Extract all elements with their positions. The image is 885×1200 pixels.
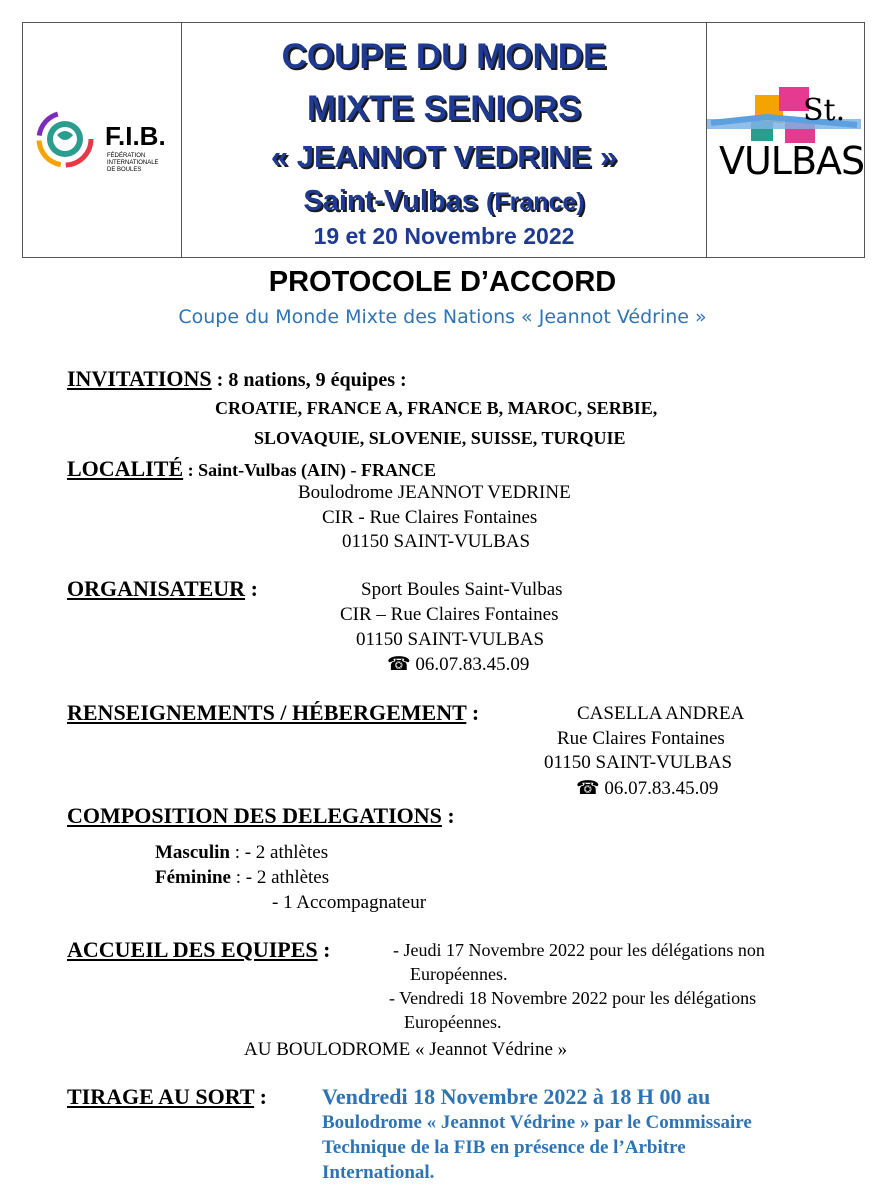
fib-fullname: FÉDÉRATION INTERNATIONALE DE BOULES [107,153,159,173]
protocol-subtitle: Coupe du Monde Mixte des Nations « Jeannot Védrine » [178,306,707,328]
invitations-line-2: SLOVAQUIE, SLOVENIE, SUISSE, TURQUIE [254,428,626,448]
accueil-line-2b: Européennes. [404,1012,502,1032]
accueil-line-2: - Vendredi 18 Novembre 2022 pour les délégations [389,988,757,1008]
invitations-heading: INVITATIONS : 8 nations, 9 équipes : [67,366,407,391]
organisateur-heading: ORGANISATEUR : [67,576,258,601]
tirage-line-1: Vendredi 18 Novembre 2022 à 18 H 00 au [322,1084,711,1109]
renseignements-heading: RENSEIGNEMENTS / HÉBERGEMENT : [67,700,480,725]
accueil-line-1: - Jeudi 17 Novembre 2022 pour les délégations non [393,940,765,960]
phone-icon: ☎ [576,778,600,799]
title-line-3: « JEANNOT VEDRINE » [270,139,618,174]
logo-vulbas: VULBAS [719,139,865,183]
composition-heading: COMPOSITION DES DELEGATIONS : [67,803,455,828]
renseignements-line-2: Rue Claires Fontaines [557,728,725,749]
organisateur-line-1: Sport Boules Saint-Vulbas [361,579,563,600]
title-line-4: Saint-Vulbas (France) [303,185,585,217]
invitations-line-1: CROATIE, FRANCE A, FRANCE B, MAROC, SERBIE, [215,398,658,418]
tirage-line-2: Boulodrome « Jeannot Védrine » par le Commissaire [322,1112,752,1133]
fib-logo-cell [23,23,182,257]
logo-st: St. [803,93,846,128]
title-line-1: COUPE DU MONDE [281,37,607,76]
phone-icon: ☎ [387,654,411,675]
title-line-2: MIXTE SENIORS [306,89,582,128]
event-dates: 19 et 20 Novembre 2022 [313,223,575,249]
tirage-line-3: Technique de la FIB en présence de l’Arbitre [322,1137,686,1158]
title-cell [182,23,706,257]
localite-heading: LOCALITÉ : Saint-Vulbas (AIN) - FRANCE [67,456,437,481]
tirage-heading: TIRAGE AU SORT : [67,1084,267,1109]
fib-initials: F.I.B. [105,121,166,151]
composition-feminine: Féminine : - 2 athlètes [155,867,330,888]
organisateur-line-3: 01150 SAINT-VULBAS [356,629,545,650]
localite-line-2: CIR - Rue Claires Fontaines [322,507,538,528]
stvulbas-logo-cell [706,23,866,257]
organisateur-phone: ☎ 06.07.83.45.09 [387,654,530,675]
renseignements-line-3: 01150 SAINT-VULBAS [544,752,733,773]
localite-line-1: Boulodrome JEANNOT VEDRINE [298,482,571,503]
renseignements-phone: ☎ 06.07.83.45.09 [576,778,719,799]
organisateur-line-2: CIR – Rue Claires Fontaines [340,604,559,625]
composition-accompagnateur: - 1 Accompagnateur [272,892,427,913]
accueil-place: AU BOULODROME « Jeannot Védrine » [244,1039,568,1060]
renseignements-line-1: CASELLA ANDREA [577,703,745,724]
localite-line-3: 01150 SAINT-VULBAS [342,531,531,552]
protocol-title: PROTOCOLE D’ACCORD [268,266,617,298]
tirage-line-4: International. [322,1162,435,1183]
header-table [22,22,865,258]
accueil-line-1b: Européennes. [410,964,508,984]
accueil-heading: ACCUEIL DES EQUIPES : [67,937,331,962]
composition-masculin: Masculin : - 2 athlètes [155,842,329,863]
